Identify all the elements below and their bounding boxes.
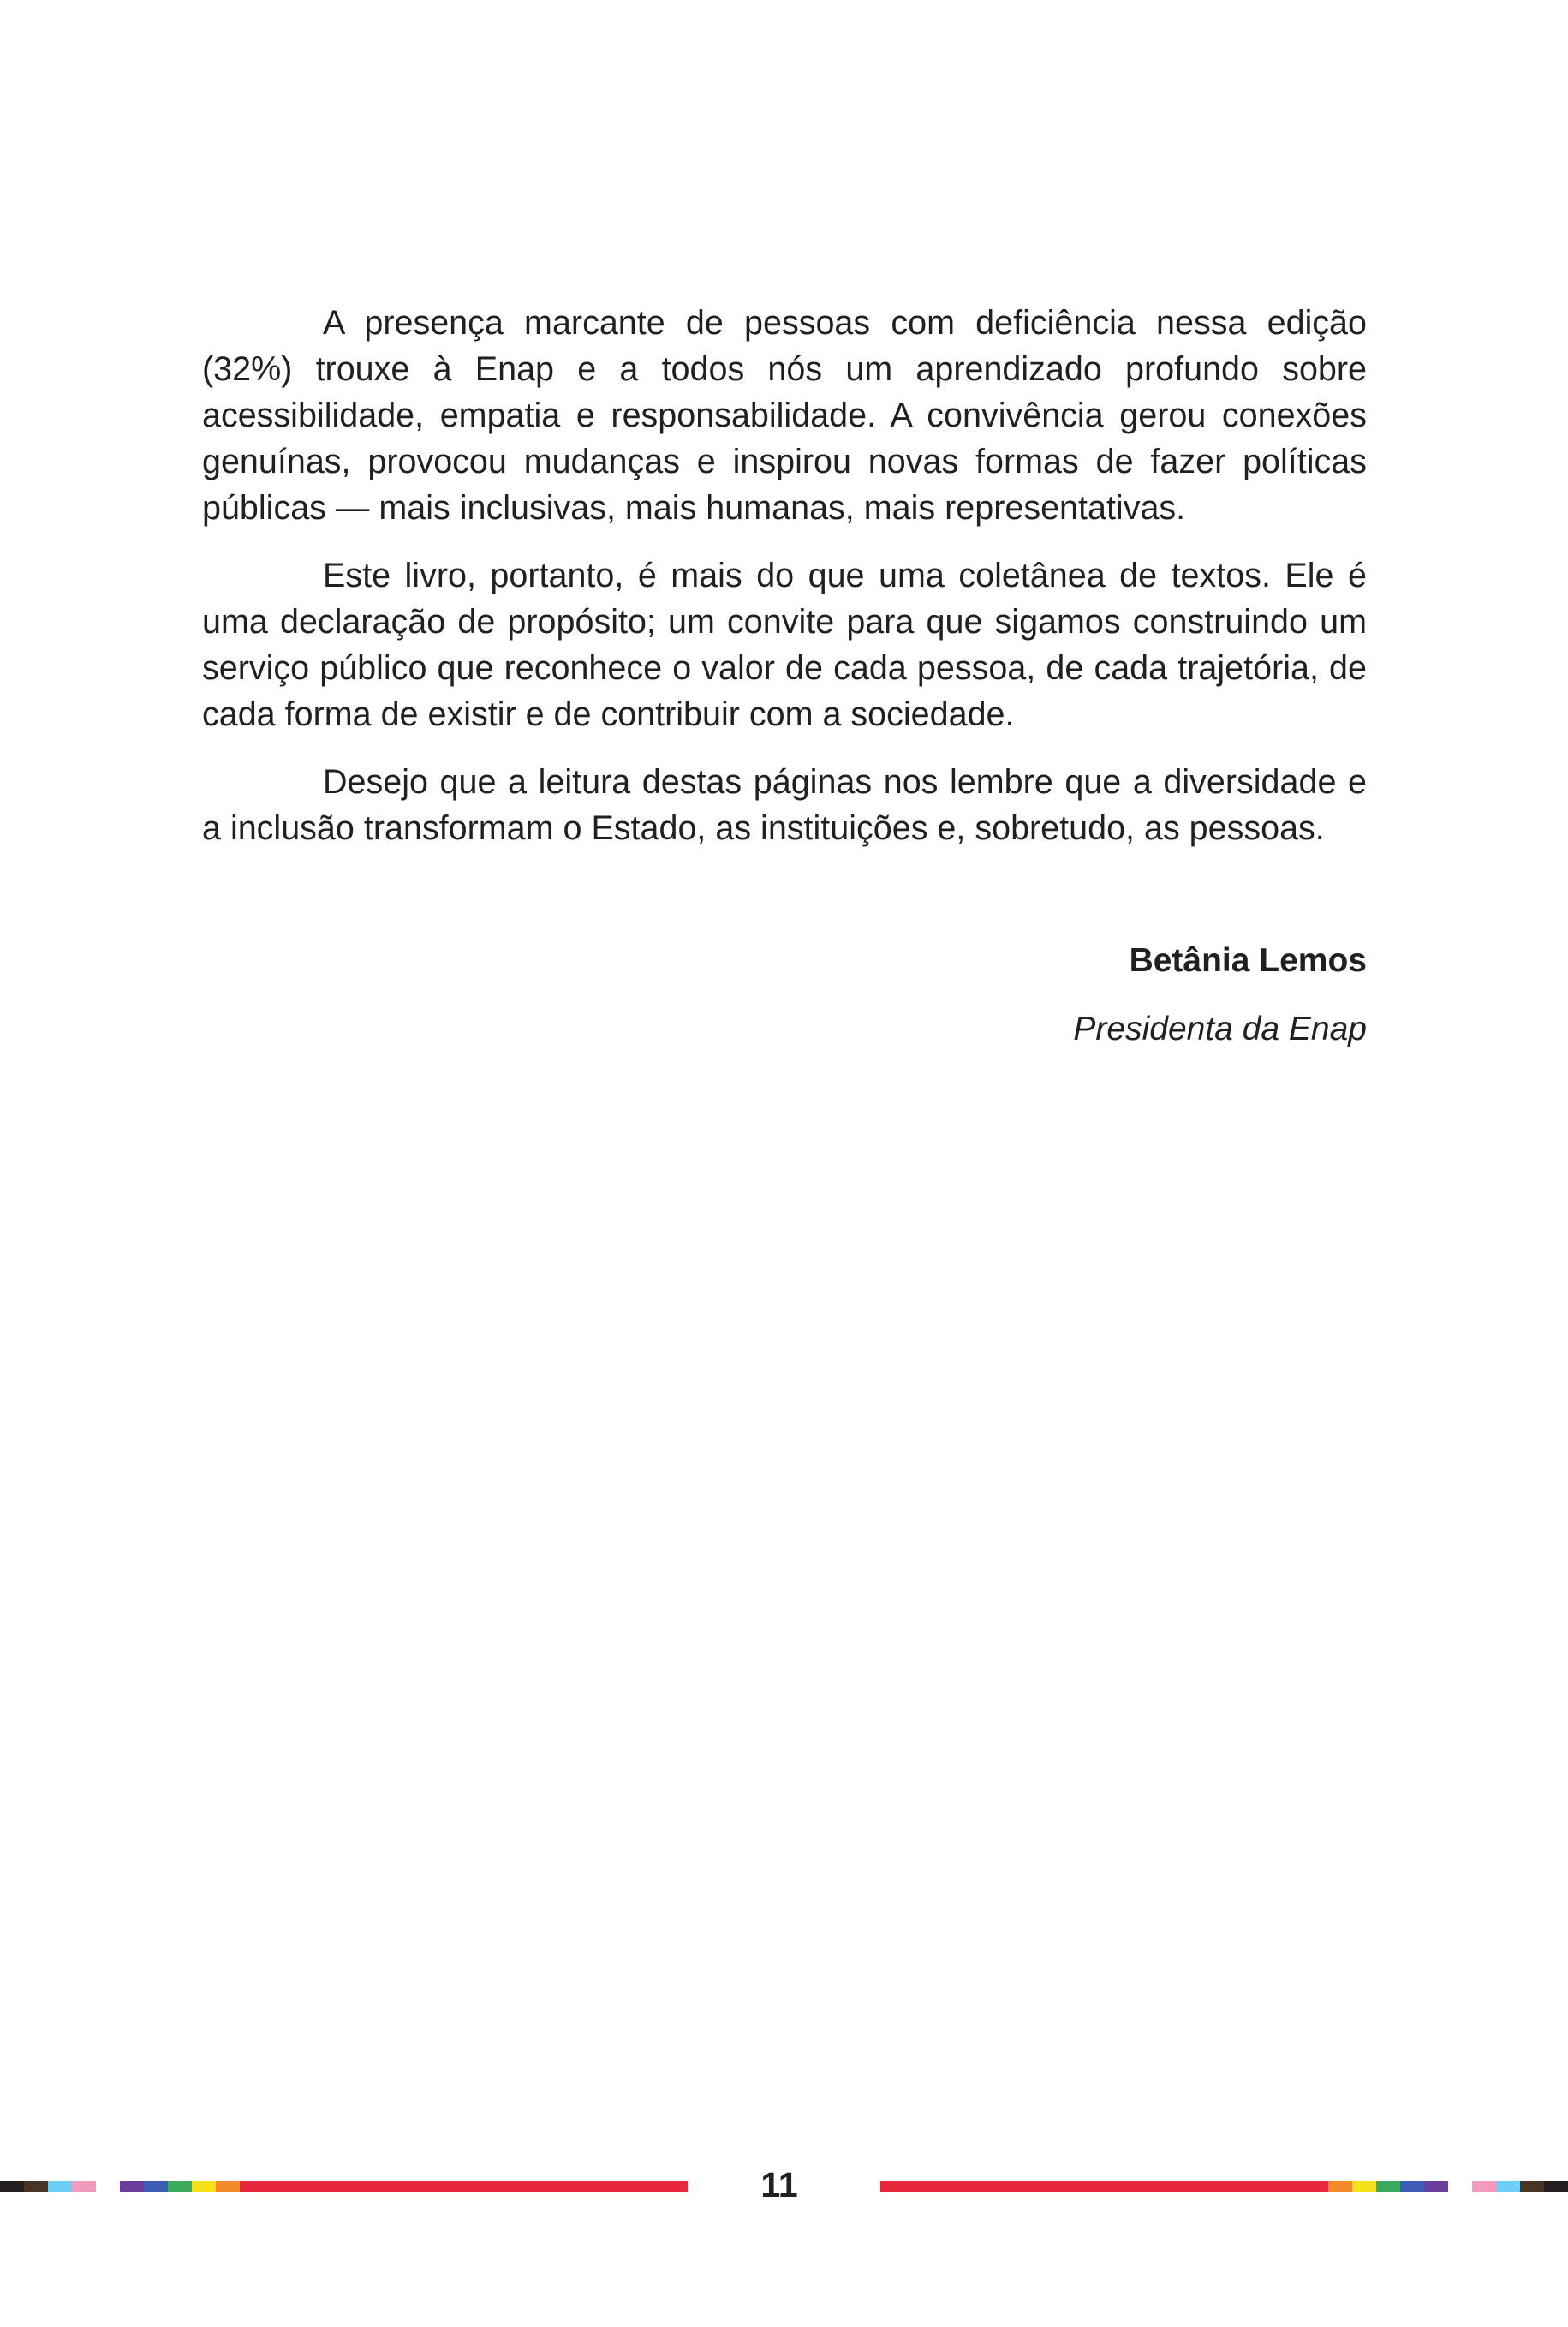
stripe-segment-red (240, 2181, 688, 2192)
stripe-segment-black (1544, 2181, 1568, 2192)
stripe-segment-black (0, 2181, 24, 2192)
right-color-stripe-short (1472, 2181, 1568, 2192)
stripe-segment-blue (144, 2181, 168, 2192)
stripe-segment-yellow (1352, 2181, 1376, 2192)
page-number: 11 (760, 2165, 798, 2205)
stripe-segment-light-blue (1496, 2181, 1520, 2192)
stripe-segment-dark-brown (1520, 2181, 1544, 2192)
signature-block (1073, 935, 1367, 1055)
paragraph-3: Desejo que a leitura destas páginas nos lembre que a diversidade e a inclusão transformam o Estado, as instituições e, sobretudo, as pessoas. (202, 763, 1367, 847)
stripe-segment-purple (120, 2181, 144, 2192)
stripe-segment-yellow (192, 2181, 216, 2192)
body-text (202, 300, 1367, 873)
stripe-segment-blue (1400, 2181, 1424, 2192)
right-color-stripe-long (880, 2181, 1448, 2192)
signature-role: Presidenta da Enap (1073, 1011, 1367, 1047)
stripe-segment-dark-brown (24, 2181, 48, 2192)
stripe-segment-orange (216, 2181, 240, 2192)
stripe-segment-pink (72, 2181, 96, 2192)
stripe-segment-purple (1424, 2181, 1448, 2192)
paragraph-1: A presença marcante de pessoas com deficiência nessa edição (32%) trouxe à Enap e a todos nós um aprendizado profundo sobre acessibilidade, empatia e responsabilidade. A convivência gerou conexões genuínas, provocou mudanças e inspirou novas formas de fazer políticas públicas — mais inclusivas, mais humanas, mais representativas. (202, 304, 1367, 527)
left-color-stripe-long (120, 2181, 688, 2192)
stripe-segment-orange (1328, 2181, 1352, 2192)
stripe-segment-pink (1472, 2181, 1496, 2192)
stripe-segment-light-blue (48, 2181, 72, 2192)
page-footer (0, 2165, 1568, 2205)
signature-name: Betânia Lemos (1129, 942, 1367, 979)
stripe-segment-red (880, 2181, 1328, 2192)
paragraph-2: Este livro, portanto, é mais do que uma coletânea de textos. Ele é uma declaração de propósito; um convite para que sigamos construindo um serviço público que reconhece o valor de cada pessoa, de cada trajetória, de cada forma de existir e de contribuir com a sociedade. (202, 557, 1367, 733)
stripe-segment-green (1376, 2181, 1400, 2192)
stripe-segment-green (168, 2181, 192, 2192)
left-color-stripe-short (0, 2181, 96, 2192)
